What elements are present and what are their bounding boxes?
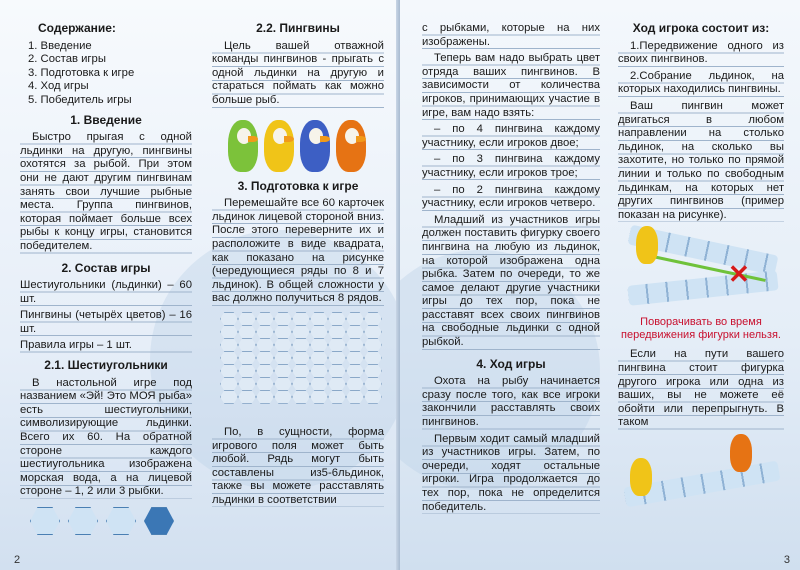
ice-tile-icon	[274, 390, 292, 404]
ice-tile-icon	[220, 390, 238, 404]
ice-tile-icon	[220, 377, 238, 391]
ice-tile-icon	[274, 364, 292, 378]
ice-tile-icon	[30, 507, 60, 535]
page-number: 2	[14, 554, 21, 566]
contents-line: Пингвины (четырёх цветов) – 16 шт.	[20, 309, 192, 335]
ice-tile-icon	[310, 390, 328, 404]
toc-list	[20, 40, 192, 108]
ice-tile-icon	[346, 377, 364, 391]
contents-line: Правила игры – 1 шт.	[20, 339, 192, 353]
ice-tile-icon	[310, 338, 328, 352]
blocked-example-illustration	[618, 434, 784, 506]
contents-line: Шестиугольники (льдинки) – 60 шт.	[20, 279, 192, 305]
blocked-path-text: Если на пути вашего пингвина стоит фигурка другого игрока или одна из вашиx, вы не можете её обойти или перепрыгнуть. В таком	[618, 348, 784, 429]
page-number: 3	[783, 554, 790, 566]
toc-item: 5. Победитель игры	[28, 93, 132, 106]
contents-heading: 2. Состав игры	[61, 260, 151, 275]
ice-tile-icon	[346, 364, 364, 378]
forbidden-x-icon: ✕	[728, 259, 750, 290]
water-tile-icon	[144, 507, 174, 535]
ice-tile-icon	[292, 312, 310, 326]
toc-title: Содержание:	[38, 21, 116, 35]
ice-tile-icon	[328, 312, 346, 326]
right-column-2	[618, 8, 784, 510]
right-page	[400, 0, 800, 570]
move-item: 1.Передвижение одного из своих пингвинов.	[618, 39, 784, 66]
ice-tile-icon	[310, 364, 328, 378]
turn-heading: 4. Ход игры	[476, 356, 546, 371]
youngest-player-text: Младший из участников игры должен поставить фигурку своего пингвина на любую из льдинок, на которой изображена одна рыбка. Затем по очереди, то же самое делают другие участники игры до тех пор, пока не расставят всех своих пингвинов на свободные льдинки с одной рыбкой.	[422, 213, 600, 349]
ice-tile-icon	[328, 364, 346, 378]
ice-tile-icon	[292, 390, 310, 404]
board-shape-text: По, в сущности, форма игрового поля может быть любой. Рядь могут быть составлены из5-6льдинок, также вы можете расставлять льдинки в соответствии	[212, 425, 384, 506]
toc-item: 2. Состав игры	[28, 53, 106, 66]
ice-tile-icon	[364, 364, 382, 378]
continued-text: с рыбками, которые на них изображены.	[422, 22, 600, 48]
intro-text: Быстро прыгая с одной льдинки на другую, пингвины охотятся за рыбой. При этом они не дают другим пингвинам занять свои лучшие рыбные места. Группа пингвинов, которая поймает больше всех рыбы к концу игры, становится победителем.	[20, 131, 192, 252]
ice-tile-icon	[364, 351, 382, 365]
ice-tile-icon	[346, 338, 364, 352]
toc-item: 1. Введение	[28, 39, 92, 52]
ice-tile-icon	[328, 377, 346, 391]
ice-tile-icon	[238, 312, 256, 326]
ice-tile-icon	[274, 351, 292, 365]
ice-tile-icon	[220, 338, 238, 352]
ice-tile-icon	[274, 377, 292, 391]
orange-penguin-icon	[336, 120, 366, 172]
ice-tile-icon	[106, 507, 136, 535]
ice-tile-icon	[238, 338, 256, 352]
ice-tile-icon	[310, 325, 328, 339]
ice-tile-icon	[292, 325, 310, 339]
ice-tile-icon	[274, 325, 292, 339]
ice-tile-icon	[68, 507, 98, 535]
ice-tile-icon	[256, 312, 274, 326]
yellow-penguin-icon	[636, 226, 658, 264]
choose-color-text: Теперь вам надо выбрать цвет отряда ваших пингвинов. В зависимости от количества игроков, принимающих участие в игре, вам надо взять:	[422, 52, 600, 119]
ice-tile-icon	[310, 377, 328, 391]
left-column-2	[212, 8, 384, 510]
move-item: 2.Собрание льдинок, на которых находились пингвины.	[618, 69, 784, 96]
rule-two-players: – по 4 пингвина каждому участнику, если игроков двое;	[422, 123, 600, 149]
hexagons-text: В настольной игре под названием «Эй! Это МОЯ рыба» есть шестиугольники, символизирующие льдинки. Всего их 60. На обратной стороне каждого шестиугольника изображена морская вода, а на лицевой стороне – 1, 2 или 3 рыбки.	[20, 376, 192, 498]
ice-tile-icon	[238, 325, 256, 339]
move-heading: Ход игрока состоит из:	[632, 21, 770, 35]
ice-tile-icon	[364, 377, 382, 391]
ice-tile-icon	[346, 325, 364, 339]
ice-tile-icon	[274, 338, 292, 352]
toc-item: 3. Подготовка к игре	[28, 66, 135, 79]
move-example-illustration	[618, 226, 784, 310]
yellow-penguin-icon	[264, 120, 294, 172]
ice-tile-icon	[292, 377, 310, 391]
right-column-1	[422, 8, 600, 517]
tiles-illustration	[20, 507, 192, 535]
ice-tile-icon	[238, 351, 256, 365]
ice-tile-icon	[256, 377, 274, 391]
green-penguin-icon	[228, 120, 258, 172]
ice-tile-icon	[364, 338, 382, 352]
ice-tile-icon	[346, 312, 364, 326]
ice-tile-icon	[220, 312, 238, 326]
ice-tile-icon	[346, 351, 364, 365]
ice-tile-icon	[238, 390, 256, 404]
ice-tile-icon	[328, 325, 346, 339]
ice-tile-icon	[328, 351, 346, 365]
ice-tile-icon	[256, 390, 274, 404]
penguins-heading: 2.2. Пингвины	[256, 21, 340, 35]
ice-tile-icon	[220, 364, 238, 378]
ice-tile-icon	[328, 338, 346, 352]
turn-text: Охота на рыбу начинается сразу после того, как все игроки закончили расставлять своих пингвинов.	[422, 375, 600, 429]
rule-four-players: – по 2 пингвина каждому участнику, если игроков четверо.	[422, 183, 600, 210]
penguins-illustration	[212, 114, 384, 172]
toc-item: 4. Ход игры	[28, 80, 89, 93]
ice-tile-icon	[292, 351, 310, 365]
penguins-text: Цель вашей отважной команды пингвинов - прыгать с одной льдинки на другую и стараться поймать как можно больше рыб.	[212, 39, 384, 106]
ice-tile-icon	[292, 338, 310, 352]
ice-tile-icon	[256, 325, 274, 339]
left-column-1	[20, 8, 192, 535]
hexagons-heading: 2.1. Шестиугольники	[44, 358, 168, 373]
intro-heading: 1. Введение	[70, 112, 142, 127]
ice-tile-icon	[310, 312, 328, 326]
ice-tile-icon	[346, 390, 364, 404]
ice-tile-icon	[292, 364, 310, 378]
ice-tile-icon	[364, 390, 382, 404]
move-rules-text: Ваш пингвин может двигаться в любом направлении на столько льдинок, на сколько вы захотите, но только по прямой линии и только по свободным льдинкам, на которых нет других пингвинов (пример показан на рисунке).	[618, 99, 784, 221]
ice-tile-icon	[256, 351, 274, 365]
ice-tile-icon	[220, 351, 238, 365]
ice-tile-icon	[256, 364, 274, 378]
ice-tile-icon	[310, 351, 328, 365]
ice-tile-icon	[364, 312, 382, 326]
ice-tile-icon	[256, 338, 274, 352]
first-move-text: Первым ходит самый младший из участников игры. Затем, по очереди, ходят остальные игроки. Игра продолжается до тех пор, пока не определится победитель.	[422, 432, 600, 513]
ice-tile-icon	[328, 390, 346, 404]
preparation-text: Перемешайте все 60 карточек льдинок лицевой стороной вниз. После этого переверните их и расположите в виде квадрата, как показано на рисунке (чередующиеся ряды по 8 и 7 льдинок). В общей сложности у вас должно получиться 8 рядов.	[212, 197, 384, 305]
rule-three-players: – по 3 пингвина каждому участнику, если игроков трое;	[422, 153, 600, 179]
blue-penguin-icon	[300, 120, 330, 172]
preparation-heading: 3. Подготовка к игре	[237, 178, 359, 193]
ice-tile-icon	[220, 325, 238, 339]
game-board-illustration	[212, 312, 384, 418]
ice-tile-icon	[238, 377, 256, 391]
no-turning-warning: Поворачивать во время передвижения фигурки нельзя.	[621, 316, 781, 342]
ice-tile-icon	[274, 312, 292, 326]
ice-tile-icon	[364, 325, 382, 339]
orange-penguin-icon	[730, 434, 752, 472]
ice-tile-icon	[238, 364, 256, 378]
yellow-penguin-icon	[630, 458, 652, 496]
